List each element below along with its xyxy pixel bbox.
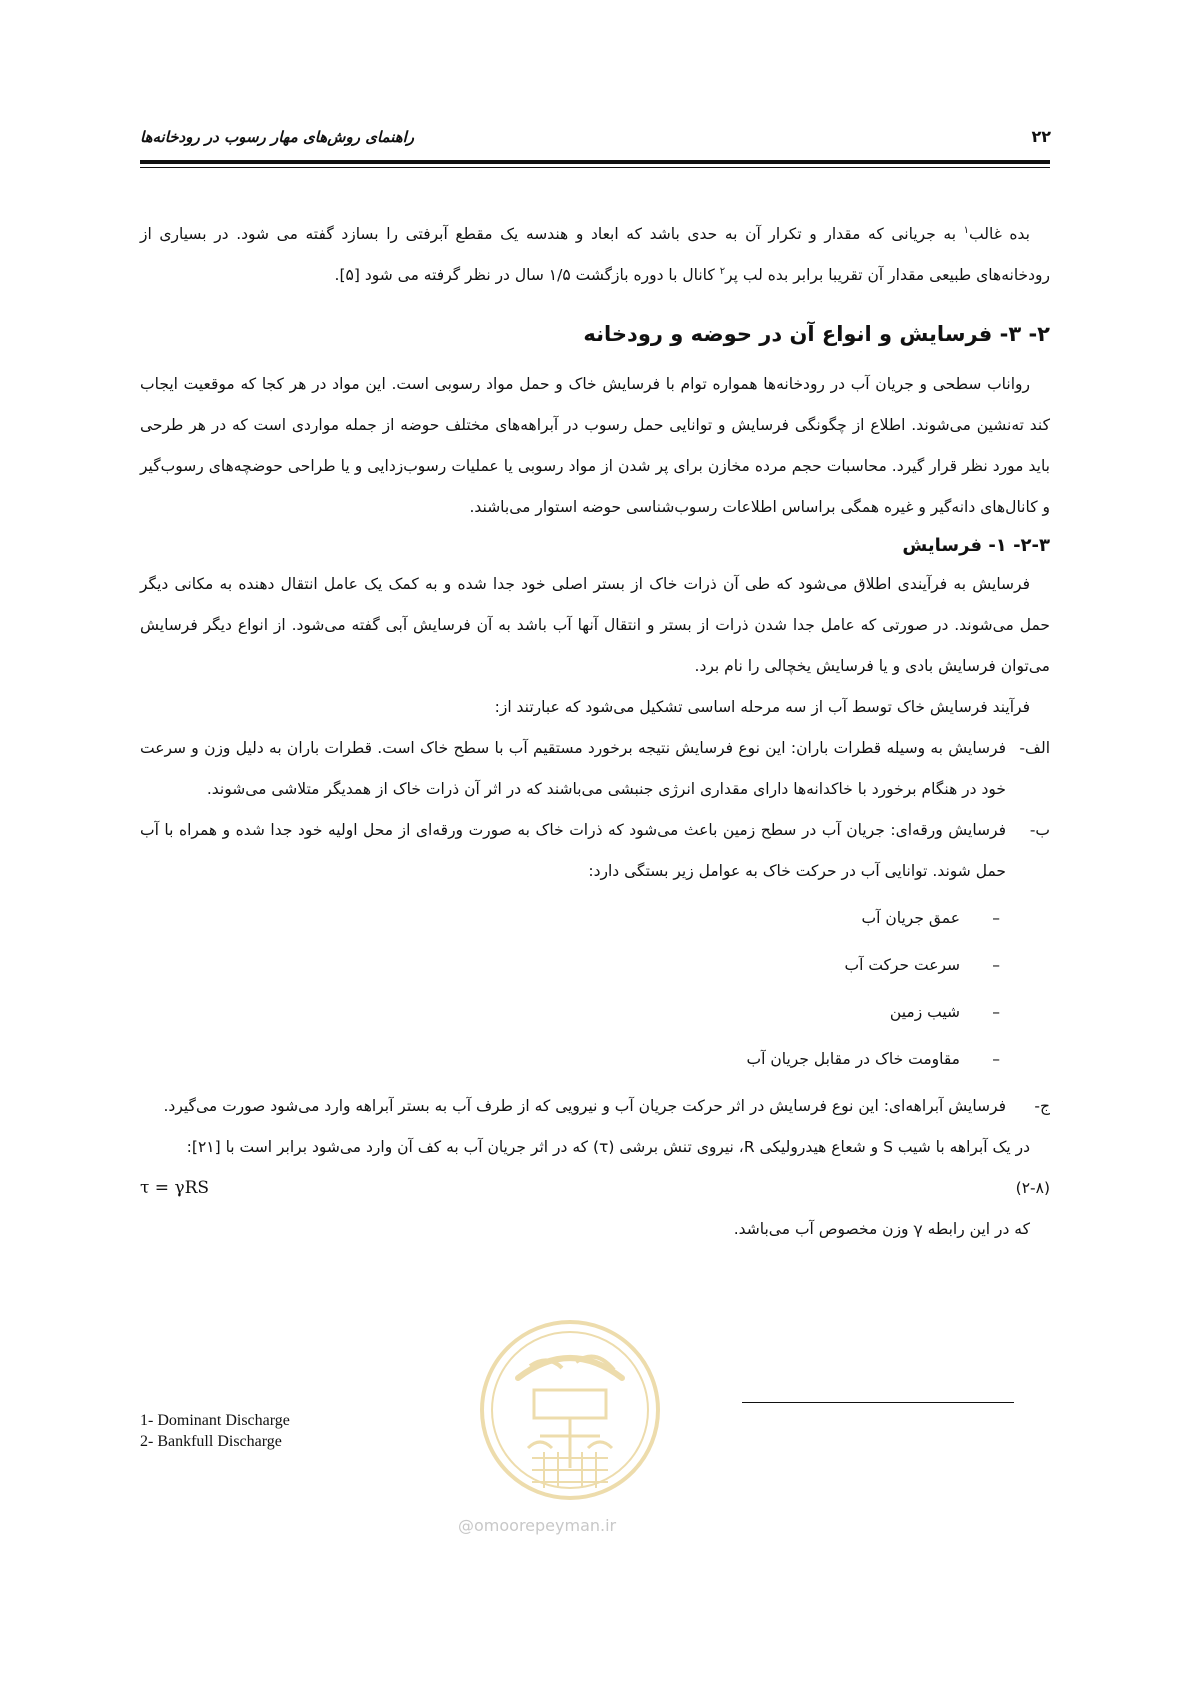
footnotes xyxy=(140,1410,290,1452)
footnote-ref-1: ۱ xyxy=(963,224,970,236)
factor-text: عمق جریان آب xyxy=(861,909,960,927)
footnote-ref-2: ۲ xyxy=(719,265,726,277)
equation: τ = γRS xyxy=(140,1178,210,1198)
watermark-url: @omoorepeyman.ir xyxy=(458,1516,617,1535)
section-heading: ۲- ۳- فرسایش و انواع آن در حوضه و رودخانه xyxy=(583,322,1050,346)
equation-note: که در این رابطه γ وزن مخصوص آب می‌باشد. xyxy=(733,1220,1030,1238)
list-item-text: فرسایش به وسیله قطرات باران: این نوع فرسایش نتیجه برخورد مستقیم آب با سطح خاک است. قطرات باران به دلیل وزن و سرعت خود در هنگام برخورد با خاکدانه‌ها دارای مقداری انرژی جنبشی می‌باشند که در اثر آن ذرات خاک از همدیگر متلاشی می‌شوند. xyxy=(140,739,1006,798)
factor-text: مقاومت خاک در مقابل جریان آب xyxy=(746,1050,960,1068)
factor-text: شیب زمین xyxy=(889,1003,960,1021)
erosion-paragraph-1: فرسایش به فرآیندی اطلاق می‌شود که طی آن ذرات خاک از بستر اصلی خود جدا شده و به کمک یک عامل انتقال دهنده به مکانی دیگر حمل می‌شوند. در صورتی که عامل جدا شدن ذرات از بستر و انتقال آنها آب باشد به آن فرسایش آبی گفته می‌شود. از انواع دیگر فرسایش می‌توان فرسایش بادی و یا فرسایش یخچالی را نام برد. xyxy=(140,575,1050,675)
body-text xyxy=(140,214,1050,1250)
list-item xyxy=(140,1086,1050,1127)
list-item xyxy=(140,810,1050,892)
subsection-heading: ۲-۳- ۱- فرسایش xyxy=(902,535,1050,556)
list-item-marker: ج- xyxy=(1034,1097,1050,1115)
erosion-paragraph-2: فرآیند فرسایش خاک توسط آب از سه مرحله اساسی تشکیل می‌شود که عبارتند از: xyxy=(494,698,1030,716)
factor-text: سرعت حرکت آب xyxy=(844,956,960,974)
header-rule xyxy=(140,160,1050,164)
dash-bullet: – xyxy=(992,956,1000,974)
dash-bullet: – xyxy=(992,1003,1000,1021)
intro-paragraph xyxy=(140,214,1050,296)
page-number: ۲۲ xyxy=(1031,127,1051,146)
section-paragraph: رواناب سطحی و جریان آب در رودخانه‌ها همواره توام با فرسایش خاک و حمل مواد رسوبی است. این مواد در هر کجا که موقعیت ایجاب کند ته‌نشین می‌شوند. اطلاع از چگونگی فرسایش و توانایی حمل رسوب در آبراهه‌های مختلف حوضه از جمله مواردی است که در هر طرحی باید مورد نظر قرار گیرد. محاسبات حجم مرده مخازن برای پر شدن از مواد رسوبی یا عملیات رسوب‌زدایی و یا طراحی حوضچه‌های رسوب‌گیر و کانال‌های دانه‌گیر و غیره همگی براساس اطلاعات رسوب‌شناسی حوضه استوار می‌باشند. xyxy=(140,375,1050,516)
header-rule-thin xyxy=(140,167,1050,168)
list-item-text: فرسایش ورقه‌ای: جریان آب در سطح زمین باعث می‌شود که ذرات خاک به صورت ورقه‌ای از محل اولیه خود جدا شده و همراه با آب حمل شوند. توانایی آب در حرکت خاک به عوامل زیر بستگی دارد: xyxy=(140,821,1006,880)
footnote-rule xyxy=(742,1402,1014,1403)
list-item-marker: الف- xyxy=(1019,739,1050,757)
list-item xyxy=(140,728,1050,810)
factor-item xyxy=(140,898,1050,939)
shear-stress-paragraph: در یک آبراهه با شیب S و شعاع هیدرولیکی R، نیروی تنش برشی (τ) که در اثر جریان آب به کف آن وارد می‌شود برابر است با [۲۱]: xyxy=(186,1138,1030,1156)
factor-item xyxy=(140,945,1050,986)
running-title: راهنمای روش‌های مهار رسوب در رودخانه‌ها xyxy=(140,128,415,146)
list-item-marker: ب- xyxy=(1029,821,1050,839)
factor-item xyxy=(140,1039,1050,1080)
footnote: 2- Bankfull Discharge xyxy=(140,1433,282,1450)
dash-bullet: – xyxy=(992,909,1000,927)
list-item-text: فرسایش آبراهه‌ای: این نوع فرسایش در اثر حرکت جریان آب و نیرویی که از طرف آب به بستر آبراهه وارد می‌شود صورت می‌گیرد. xyxy=(163,1097,1006,1115)
dash-bullet: – xyxy=(992,1050,1000,1068)
intro-text-1: بده غالب xyxy=(969,225,1030,243)
intro-text-3: کانال با دوره بازگشت ۱/۵ سال در نظر گرفته می شود [۵]. xyxy=(334,266,720,284)
factor-item xyxy=(140,992,1050,1033)
intro-text-2: به جریانی که مقدار و تکرار آن به حدی باشد که ابعاد و هندسه یک مقطع آبرفتی را بسازد گفته می شود. در بسیاری از رودخانه‌های طبیعی مقدار آن تقریبا برابر بده لب پر xyxy=(140,225,1050,284)
equation-number: (۲-۸) xyxy=(1015,1179,1050,1197)
watermark-seal-icon xyxy=(478,1318,662,1502)
equation-row xyxy=(140,1168,1050,1209)
footnote: 1- Dominant Discharge xyxy=(140,1412,290,1429)
